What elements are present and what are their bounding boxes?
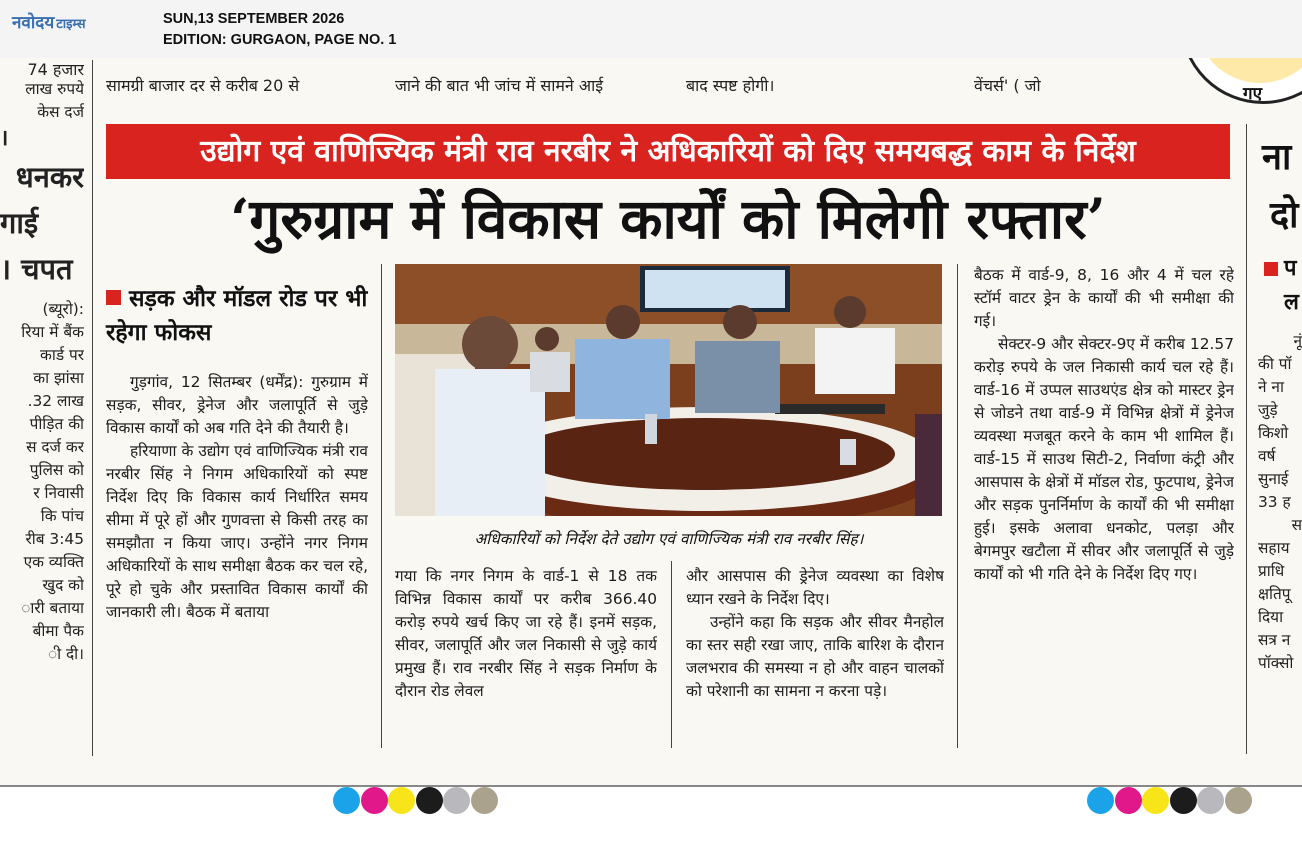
paragraph: उन्होंने कहा कि सड़क और सीवर मैनहोल का स्तर सही रखा जाए, ताकि बारिश के दौरान जलभराव की समस्या न हो और वाहन चालकों को परेशानी का सामना न करना पड़े। — [686, 613, 944, 700]
column-rule — [92, 60, 93, 756]
left-line: एक व्यक्ति — [23, 553, 84, 571]
left-line: कि पांच — [40, 507, 84, 525]
left-line: रिया में बैंक — [21, 323, 84, 341]
right-line: ने ना — [1258, 378, 1284, 396]
register-mark-dot — [333, 787, 360, 814]
top-fragment-col4: वेंचर्स' ( जो — [974, 76, 1041, 95]
edition-info — [163, 9, 396, 51]
right-line: दिया — [1258, 608, 1284, 626]
right-line: वर्ष — [1258, 447, 1276, 465]
left-line: .32 लाख — [27, 392, 84, 410]
register-mark-dot — [416, 787, 443, 814]
left-line: ारी बताया — [21, 599, 84, 617]
left-line: (ब्यूरो): — [42, 300, 84, 318]
photo-caption: अधिकारियों को निर्देश देते उद्योग एवं वाणिज्यिक मंत्री राव नरबीर सिंह। — [474, 530, 864, 548]
red-square-bullet — [106, 290, 121, 305]
paragraph: गया कि नगर निगम के वार्ड-1 से 18 तक विभिन्न विकास कार्यों पर करीब 366.40 करोड़ रुपये खर्च किए जा रहे हैं। इनमें सड़क, सीवर, जलापूर्ति और जल निकासी से जुड़े कार्य प्रमुख हैं। राव नरबीर सिंह ने सड़क निर्माण के दौरान रोड लेवल — [395, 567, 657, 700]
column-rule — [957, 264, 958, 748]
right-line: सुनाई — [1258, 470, 1289, 488]
article-column-4 — [974, 264, 1234, 749]
article-column-1 — [106, 371, 368, 745]
left-line: बीमा पैक — [32, 622, 84, 640]
left-headline-line: धनकर — [15, 160, 84, 194]
right-line: जुड़े — [1258, 401, 1278, 419]
right-line: की पॉ — [1258, 355, 1292, 373]
left-line: खुद को — [42, 576, 84, 594]
register-mark-dot — [388, 787, 415, 814]
paragraph: सेक्टर-9 और सेक्टर-9ए में करीब 12.57 करोड़ रुपये के जल निकासी कार्य चल रहे हैं। वार्ड-16 में उप्पल साउथएंड क्षेत्र को मास्टर ड्रेन से जोडने तथा वार्ड-9 में विभिन्न क्षेत्रों में ड्रेनेज व्यवस्था मजबूत करने के काम भी शामिल हैं। वार्ड-15 में साउथ सिटी-2, निर्वाणा कंट्री और आसपास के क्षेत्रों में मॉडल रोड, फुटपाथ, ड्रेनेज और सड़क पुनर्निर्माण के कार्यों की भी समीक्षा हुई। इसके अलावा धनकोट, पलड़ा और बेगमपुर खटौला में सीवर और जलापूर्ति से जुड़े कार्यों को भी गति देने के निर्देश दिए गए। — [974, 335, 1234, 583]
register-mark-dot — [1087, 787, 1114, 814]
paragraph: और आसपास की ड्रेनेज व्यवस्था का विशेष ध्यान रखने के निर्देश दिए। — [686, 567, 944, 608]
right-line: स — [1291, 516, 1302, 534]
top-fragment-col2: जाने की बात भी जांच में सामने आई — [395, 76, 604, 95]
left-line: स दर्ज कर — [26, 438, 84, 456]
right-subhead-fragment: प — [1284, 256, 1297, 281]
epaper-header — [0, 0, 1302, 58]
left-line: का झांसा — [33, 369, 84, 387]
right-line: सहाय — [1258, 539, 1290, 557]
left-line: लाख रुपये — [25, 80, 84, 98]
left-line: । — [0, 126, 9, 151]
right-line: प्राधि — [1258, 562, 1285, 580]
newspaper-logo[interactable] — [12, 10, 86, 33]
stamp-text: गए — [1243, 84, 1262, 104]
right-headline-fragment: दो — [1270, 195, 1299, 236]
right-line: किशो — [1258, 424, 1289, 442]
left-line: केस दर्ज — [37, 103, 84, 121]
top-left-fragment: 74 हजार — [27, 60, 84, 78]
right-line: पॉक्सो — [1258, 654, 1294, 672]
register-mark-dot — [1197, 787, 1224, 814]
left-headline-line: गाई — [0, 206, 39, 240]
left-line: ी दी। — [47, 645, 84, 663]
article-kicker: उद्योग एवं वाणिज्यिक मंत्री राव नरबीर ने अधिकारियों को दिए समयबद्ध काम के निर्देश — [106, 124, 1230, 179]
logo-sub: टाइम्स — [56, 17, 86, 32]
left-line: पुलिस को — [29, 461, 84, 479]
paragraph: बैठक में वार्ड-9, 8, 16 और 4 में चल रहे स्टॉर्म वाटर ड्रेन के कार्यों की भी समीक्षा की गई। — [974, 266, 1234, 330]
column-rule — [1246, 124, 1247, 754]
page-bottom-strip — [0, 785, 1302, 855]
top-fragment-col1: सामग्री बाजार दर से करीब 20 से — [106, 76, 300, 95]
article-column-3 — [686, 565, 944, 749]
register-mark-dot — [471, 787, 498, 814]
column-rule — [671, 561, 672, 748]
right-line: 33 ह — [1258, 493, 1291, 511]
date-line: SUN,13 SEPTEMBER 2026 — [163, 11, 345, 27]
left-line: पीड़ित की — [29, 415, 84, 433]
left-line: र निवासी — [33, 484, 84, 502]
paragraph: गुड़गांव, 12 सितम्बर (धर्मेंद्र): गुरुग्राम में सड़क, सीवर, ड्रेनेज और जलापूर्ति से जुड़े विकास कार्यों को अब गति देने की तैयारी है। — [106, 373, 368, 437]
right-line: नूं — [1293, 332, 1302, 350]
register-mark-dot — [1142, 787, 1169, 814]
register-mark-dot — [1115, 787, 1142, 814]
register-mark-dot — [443, 787, 470, 814]
red-square-bullet — [1264, 262, 1278, 276]
edition-line: EDITION: GURGAON, PAGE NO. 1 — [163, 32, 397, 48]
meeting-photo-illustration — [395, 264, 942, 516]
left-line: रीब 3:45 — [25, 530, 84, 548]
article-subhead — [106, 282, 368, 350]
register-mark-dot — [1170, 787, 1197, 814]
column-rule — [381, 264, 382, 748]
right-line: क्षतिपू — [1258, 585, 1291, 603]
right-line: सत्र न — [1258, 631, 1291, 649]
left-story-column — [0, 78, 84, 758]
right-story-column — [1258, 330, 1302, 750]
subhead-text: सड़क और मॉडल रोड पर भी रहेगा फोकस — [106, 286, 368, 346]
top-fragment-col3: बाद स्पष्ट होगी। — [686, 76, 775, 95]
article-headline: ‘गुरुग्राम में विकास कार्यों को मिलेगी रफ्तार’ — [230, 186, 1106, 251]
right-headline-fragment: ना — [1262, 137, 1292, 178]
article-column-2 — [395, 565, 657, 749]
paragraph: हरियाणा के उद्योग एवं वाणिज्यिक मंत्री राव नरबीर सिंह ने निगम अधिकारियों को स्पष्ट निर्देश दिए कि विकास कार्य निर्धारित समय सीमा में पूरे हों और गुणवत्ता से किसी तरह का समझौता न किया जाए। उन्होंने नगर निगम अधिकारियों के साथ समीक्षा बैठक कर चल रहे, पूरे हो चुके और प्रस्तावित विकास कार्यों की जानकारी ली। बैठक में बताया — [106, 442, 368, 621]
article-photo — [395, 264, 942, 516]
right-subhead-fragment: ल — [1284, 290, 1299, 315]
left-line: कार्ड पर — [40, 346, 84, 364]
register-mark-dot — [1225, 787, 1252, 814]
left-headline-line: । चपत — [0, 252, 73, 286]
register-mark-dot — [361, 787, 388, 814]
logo-main: नवोदय — [12, 13, 55, 33]
